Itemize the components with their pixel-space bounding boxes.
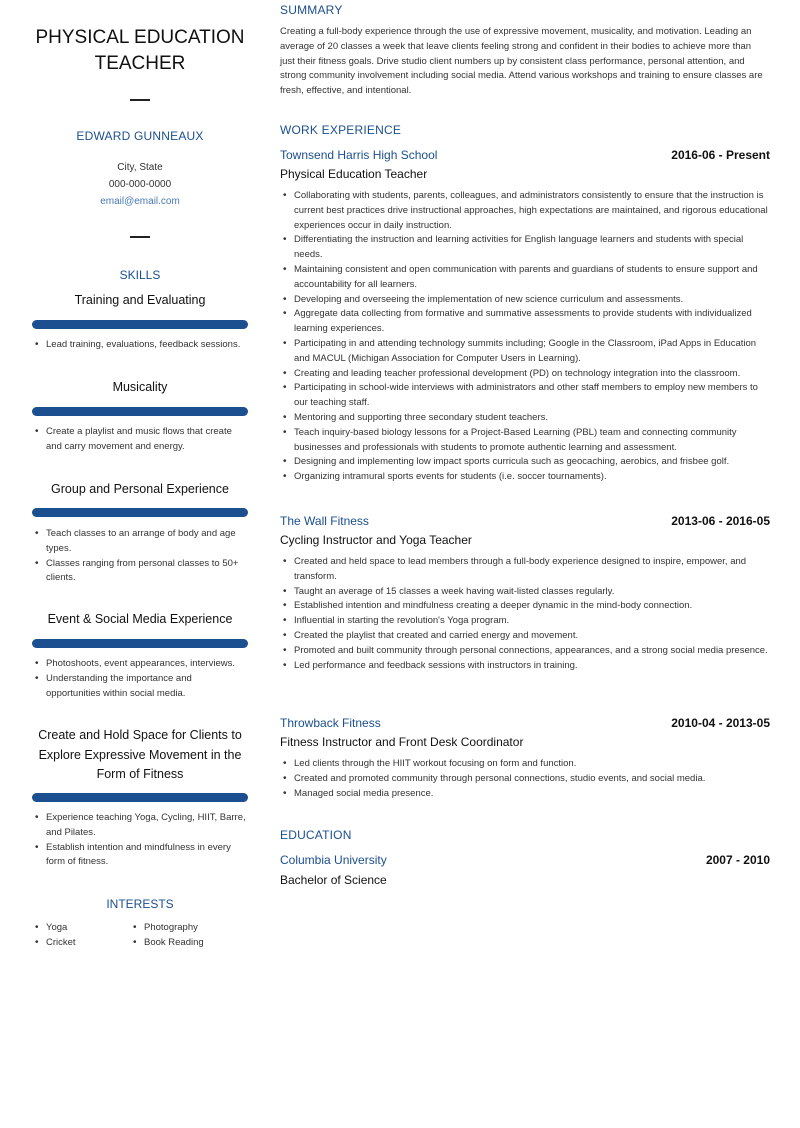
job-title: Fitness Instructor and Front Desk Coordinator [280, 735, 524, 749]
school-name: Columbia University [280, 853, 387, 867]
contact-location: City, State [117, 162, 163, 173]
list-item: • Differentiating the instruction and learning activities for English language learners and students with special needs. [280, 233, 768, 263]
list-item: • Maintaining consistent and open communication with parents and guardians of students to ensure support and accountability for all learners. [280, 263, 768, 293]
job-title: Physical Education Teacher [280, 167, 428, 181]
list-item: • Aggregate data collecting from formative and summative assessments to provide students with individualized learning experiences. [280, 307, 768, 337]
list-item: • Managed social media presence. [280, 787, 768, 802]
employer-name: Throwback Fitness [280, 716, 381, 730]
interest-item: • Photography [130, 921, 228, 936]
list-item: • Classes ranging from personal classes to 50+ clients. [32, 557, 248, 587]
interest-item: • Book Reading [130, 936, 228, 951]
skill-bullets [32, 338, 248, 353]
list-item: • Designing and implementing low impact sports curricula such as geocaching, aerobics, and frisbee golf. [280, 455, 768, 470]
skill-bullets [32, 811, 248, 870]
list-item: • Collaborating with students, parents, colleagues, and administrators consistently to ensure that the instruction is current best practices drive instructional approaches, high expectations are maintained, and rigorous educational experiences occur in daily instruction. [280, 189, 768, 233]
list-item: • Created the playlist that created and carried energy and movement. [280, 629, 768, 644]
skill-name-line3: Form of Fitness [96, 767, 184, 781]
list-item: • Created and held space to lead members through a full-body experience designed to inspire, empower, and transform. [280, 555, 768, 585]
list-item: • Teach inquiry-based biology lessons for a Project-Based Learning (PBL) team and connecting community businesses and professionals with students to promote authentic learning and assessment. [280, 426, 768, 456]
skill-name: Musicality [112, 380, 168, 394]
list-item: • Established intention and mindfulness creating a deeper dynamic in the mind-body connection. [280, 599, 768, 614]
education-heading: EDUCATION [280, 828, 352, 842]
skill-name-line1: Create and Hold Space for Clients to [38, 728, 242, 742]
list-item: • Led performance and feedback sessions with instructors in training. [280, 659, 768, 674]
candidate-name: EDWARD GUNNEAUX [76, 129, 204, 143]
summary-heading: SUMMARY [280, 3, 343, 17]
contact-email-link[interactable]: email@email.com [100, 196, 180, 207]
skill-level-bar [32, 407, 248, 416]
list-item: • Lead training, evaluations, feedback sessions. [32, 338, 248, 353]
list-item: • Teach classes to an arrange of body and age types. [32, 527, 248, 557]
list-item: • Organizing intramural sports events for students (i.e. soccer tournaments). [280, 470, 768, 485]
job-bullets [280, 757, 768, 801]
contact-divider [130, 236, 150, 238]
education-dates: 2007 - 2010 [705, 853, 770, 867]
skill-level-bar [32, 508, 248, 517]
list-item: • Participating in school-wide interviews with administrators and other staff members to employ new members to our teaching staff. [280, 381, 768, 411]
list-item: • Taught an average of 15 classes a week having wait-listed classes regularly. [280, 585, 768, 600]
list-item: • Understanding the importance and opportunities within social media. [32, 672, 248, 702]
skills-heading: SKILLS [119, 268, 161, 282]
work-experience-heading: WORK EXPERIENCE [280, 123, 402, 137]
skill-bullets [32, 425, 248, 455]
list-item: • Experience teaching Yoga, Cycling, HIIT, Barre, and Pilates. [32, 811, 248, 841]
interests-column [130, 921, 228, 951]
skill-level-bar [32, 639, 248, 648]
resume-title-line1: PHYSICAL EDUCATION [35, 27, 245, 48]
interests-heading: INTERESTS [106, 897, 174, 911]
list-item: • Creating and leading teacher professional development (PD) on technology integration into the classroom. [280, 367, 768, 382]
list-item: • Created and promoted community through personal connections, studio events, and social media. [280, 772, 768, 787]
list-item: • Photoshoots, event appearances, interviews. [32, 657, 248, 672]
interests-list [32, 921, 248, 951]
skill-bullets [32, 657, 248, 701]
list-item: • Influential in starting the revolution's Yoga program. [280, 614, 768, 629]
sidebar [28, 0, 252, 1128]
list-item: • Promoted and built community through personal connections, appearances, and a strong social media presence. [280, 644, 768, 659]
employer-name: Townsend Harris High School [280, 148, 438, 162]
list-item: • Led clients through the HIIT workout focusing on form and function. [280, 757, 768, 772]
job-dates: 2010-04 - 2013-05 [671, 716, 770, 730]
skill-name: Group and Personal Experience [51, 482, 229, 496]
title-divider [130, 99, 150, 101]
summary-text: Creating a full-body experience through the use of expressive movement, musicality, and motivation. Leading an average of 20 classes a week that leave clients feeling strong and confident in their bodies to achieve more than just their fitness goals. Drive studio client numbers up by consistent class performance, personal attention, and strong community involvement including social media. Attend various workshops and training to ensure classes are fresh, effective, and intentional. [280, 26, 763, 97]
interest-item: • Yoga [32, 921, 130, 936]
list-item: • Establish intention and mindfulness in every form of fitness. [32, 841, 248, 871]
skill-name-line2: Explore Expressive Movement in the [38, 747, 242, 762]
job-bullets [280, 189, 768, 485]
interests-column [32, 921, 130, 951]
list-item: • Create a playlist and music flows that create and carry movement and energy. [32, 425, 248, 455]
skill-name: Training and Evaluating [74, 293, 206, 307]
list-item: • Mentoring and supporting three secondary student teachers. [280, 411, 768, 426]
job-title: Cycling Instructor and Yoga Teacher [280, 533, 472, 547]
skill-name: Event & Social Media Experience [47, 612, 233, 626]
contact-phone: 000-000-0000 [108, 179, 172, 190]
list-item: • Developing and overseeing the implementation of new science curriculum and assessments. [280, 293, 768, 308]
job-dates: 2013-06 - 2016-05 [671, 514, 770, 528]
job-dates: 2016-06 - Present [671, 148, 770, 162]
interest-item: • Cricket [32, 936, 130, 951]
skill-bullets [32, 527, 248, 586]
list-item: • Participating in and attending technology summits including; Google in the Classroom, iPad Apps in Education and MACUL (Michigan Association for Computer Users in Learning). [280, 337, 768, 367]
employer-name: The Wall Fitness [280, 514, 369, 528]
job-bullets [280, 555, 768, 673]
skill-level-bar [32, 320, 248, 329]
degree: Bachelor of Science [280, 873, 387, 887]
resume-title-line2: TEACHER [94, 53, 186, 74]
skill-level-bar [32, 793, 248, 802]
